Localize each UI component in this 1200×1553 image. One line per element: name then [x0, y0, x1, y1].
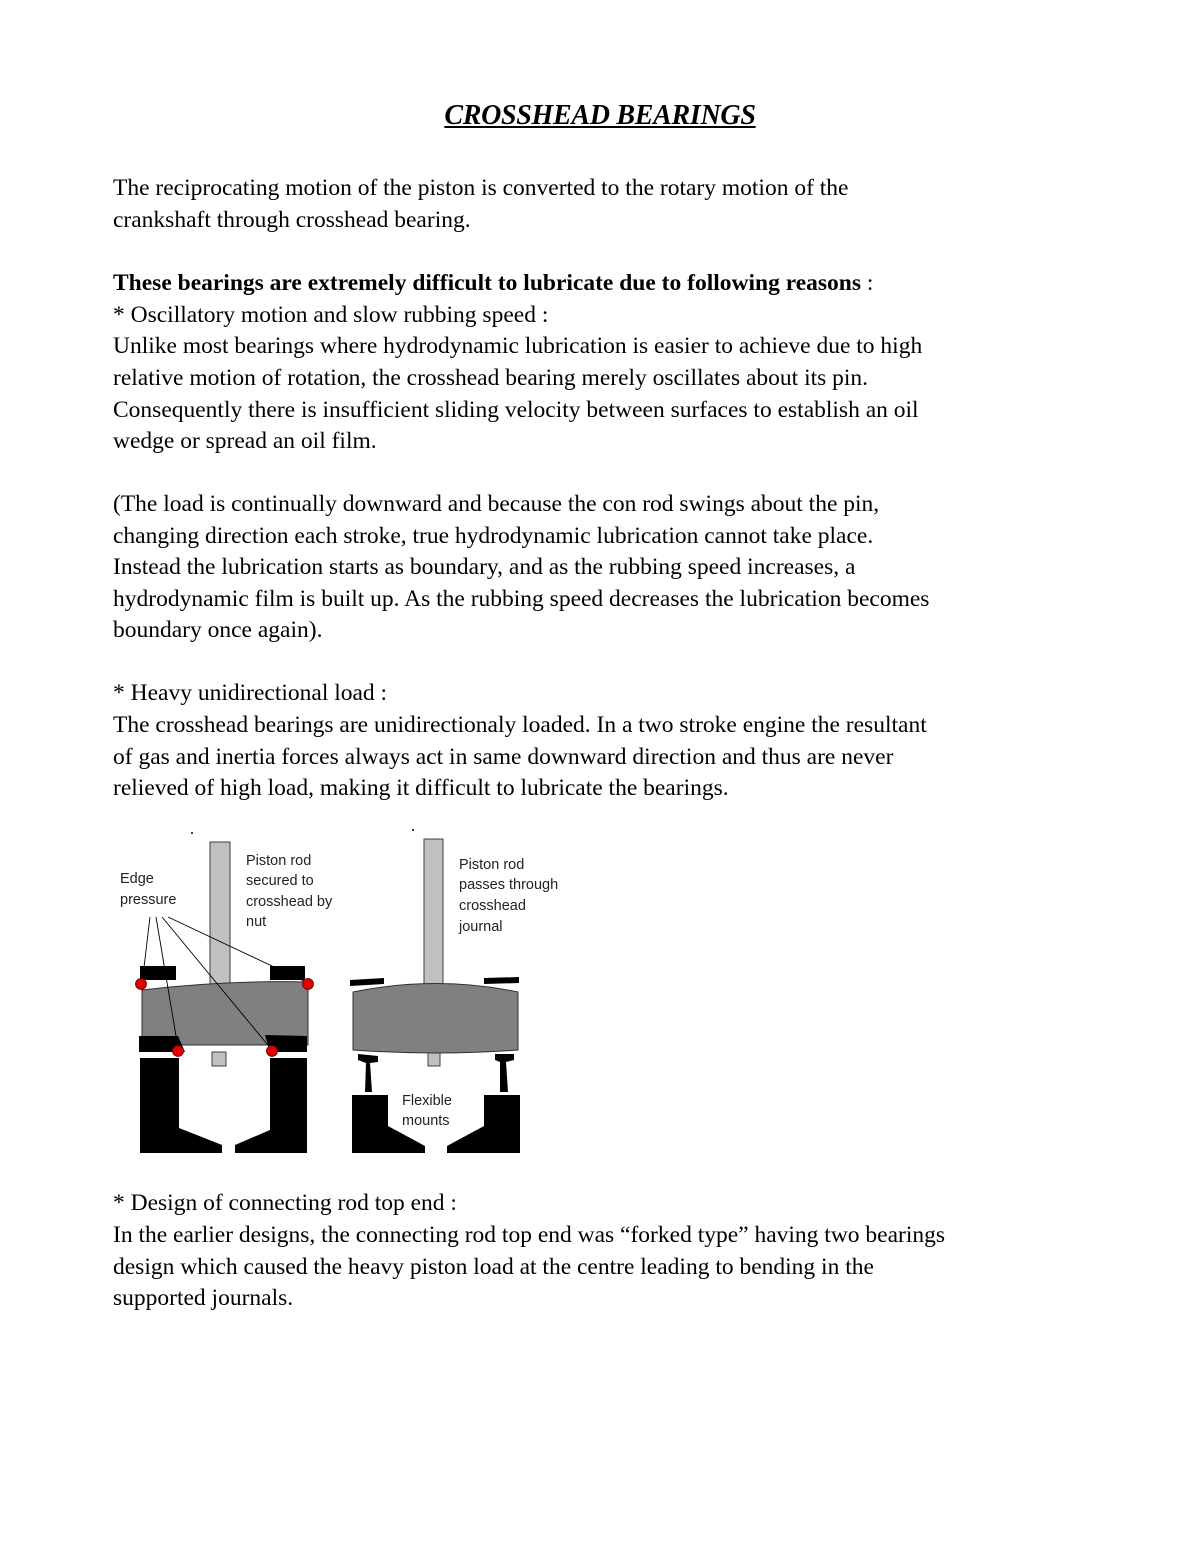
tick-mark	[412, 829, 414, 831]
rod-end	[428, 1052, 440, 1066]
label-edge-pressure-1: Edge	[120, 871, 154, 887]
label-rod-secured-1: Piston rod	[246, 853, 312, 869]
paragraph-line: crankshaft through crosshead bearing.	[113, 207, 471, 233]
label-rod-secured-3: crosshead by	[246, 894, 333, 910]
paragraph-line: The crosshead bearings are unidirectionaly loaded. In a two stroke engine the resultant	[113, 712, 927, 738]
paragraph-line: (The load is continually downward and because the con rod swings about the pin,	[113, 491, 880, 517]
edge-pressure-point	[303, 979, 314, 990]
paragraph-line: wedge or spread an oil film.	[113, 428, 377, 454]
label-rod-passes-1: Piston rod	[459, 857, 525, 873]
rod-nut	[212, 1052, 226, 1066]
con-rod-fork-right	[235, 1058, 307, 1153]
bullet-heading: * Oscillatory motion and slow rubbing speed :	[113, 302, 549, 328]
label-rod-passes-4: journal	[459, 919, 503, 935]
label-rod-secured-2: secured to	[246, 873, 314, 889]
label-rod-passes-3: crosshead	[459, 898, 526, 914]
paragraph-line: of gas and inertia forces always act in same downward direction and thus are never	[113, 744, 894, 770]
edge-pressure-point	[173, 1046, 184, 1057]
top-bearing-pad-left	[140, 966, 176, 980]
right-diagram	[350, 839, 558, 1153]
edge-pressure-point	[136, 979, 147, 990]
crosshead-block-flexible	[353, 984, 518, 1054]
bullet-heading: * Design of connecting rod top end :	[113, 1190, 457, 1216]
crosshead-diagram-figure	[110, 820, 590, 1165]
flexible-mount-right	[495, 1054, 514, 1092]
paragraph-line: The reciprocating motion of the piston is converted to the rotary motion of the	[113, 175, 849, 201]
con-rod-fork-right	[447, 1095, 520, 1153]
page-title: CROSSHEAD BEARINGS	[444, 100, 756, 131]
flexible-mount-left	[358, 1054, 378, 1092]
label-rod-secured-4: nut	[246, 914, 267, 930]
paragraph-line: relieved of high load, making it difficult to lubricate the bearings.	[113, 775, 729, 801]
paragraph-line: supported journals.	[113, 1285, 294, 1311]
paragraph-line: Instead the lubrication starts as boundary, and as the rubbing speed increases, a	[113, 554, 856, 580]
label-flexible-mounts-2: mounts	[402, 1113, 450, 1129]
top-pad-left	[350, 978, 384, 986]
label-rod-passes-2: passes through	[459, 877, 559, 893]
con-rod-fork-left	[140, 1058, 222, 1153]
paragraph-line: changing direction each stroke, true hydrodynamic lubrication cannot take place.	[113, 523, 874, 549]
bold-heading-text: These bearings are extremely difficult to lubricate due to following reasons	[113, 270, 862, 296]
edge-pressure-point	[267, 1046, 278, 1057]
top-pad-right	[484, 977, 519, 984]
label-edge-pressure-2: pressure	[120, 892, 177, 908]
tick-mark	[191, 832, 193, 834]
paragraph-line: hydrodynamic film is built up. As the rubbing speed decreases the lubrication becomes	[113, 586, 930, 612]
paragraph-line: Consequently there is insufficient sliding velocity between surfaces to establish an oil	[113, 397, 919, 423]
paragraph-line: In the earlier designs, the connecting rod top end was “forked type” having two bearings	[113, 1222, 946, 1248]
bullet-heading: * Heavy unidirectional load :	[113, 680, 388, 706]
piston-rod-through	[424, 839, 443, 990]
paragraph-line: relative motion of rotation, the crosshead bearing merely oscillates about its pin.	[113, 365, 869, 391]
paragraph-line: Unlike most bearings where hydrodynamic lubrication is easier to achieve due to high	[113, 333, 923, 359]
paragraph-line: design which caused the heavy piston load at the centre leading to bending in the	[113, 1254, 874, 1280]
paragraph-line: boundary once again).	[113, 617, 323, 643]
section-heading-line	[113, 268, 873, 298]
label-flexible-mounts-1: Flexible	[402, 1093, 452, 1109]
piston-rod	[210, 842, 230, 986]
heading-colon: :	[861, 270, 874, 296]
